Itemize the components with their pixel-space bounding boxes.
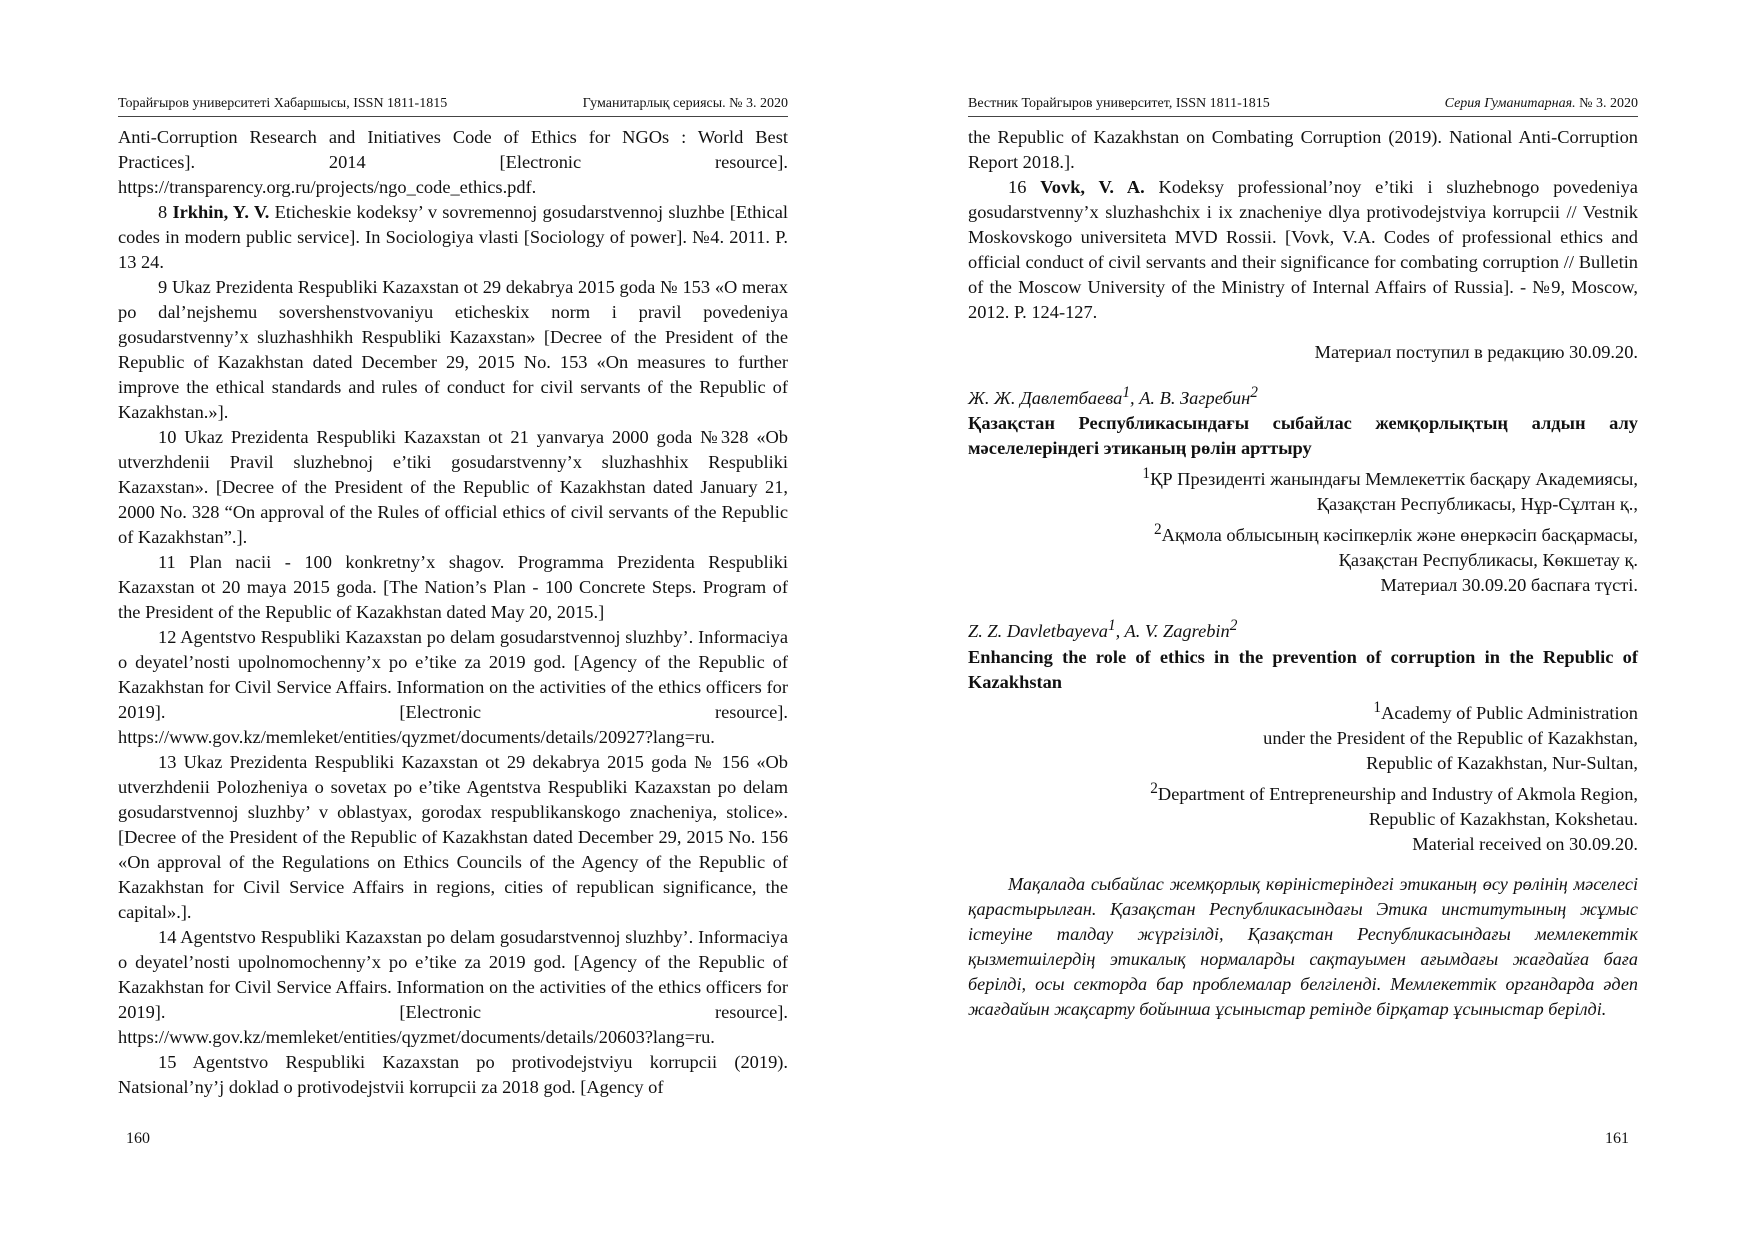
kz-affiliation-1-location: Қазақстан Республикасы, Нұр-Сұлтан қ., [1316, 494, 1638, 515]
reference-author: Vovk, V. A. [1040, 177, 1145, 197]
en-affiliation-1: $^1$Academy of Public Administration [1373, 698, 1638, 723]
en-article-title: Enhancing the role of ethics in the prevention of corruption in the Republic of Kazakhstan [968, 646, 1638, 692]
running-header [118, 92, 788, 117]
reference-15-continued: the Republic of Kazakhstan on Combating Corruption (2019). National Anti-Corruption Report 2018.]. [968, 127, 1638, 172]
left-page [0, 0, 874, 1241]
reference-10: 10 Ukaz Prezidenta Respubliki Kazaxstan ot 21 yanvarya 2000 goda №328 «Ob utverzhdenii Pravil sluzhebnoj e’tiki gosudarstvenny’x sluzhashhix Respubliki Kazaxstan». [Decree of the President of the Republic of Kazakhstan dated January 21, 2000 No. 328 “On approval of the Rules of official ethics of civil servants of the Republic of Kazakhstan”.]. [118, 427, 788, 547]
series-info: Серия Гуманитарная. № 3. 2020 [1444, 96, 1638, 111]
kz-authors: Ж. Ж. Давлетбаева$^1$, А. В. Загребин$^2$ [968, 384, 1258, 409]
right-page [875, 0, 1749, 1241]
kz-received-note: Материал 30.09.20 баспаға түсті. [1380, 575, 1638, 596]
journal-name: Вестник Торайгыров университет, ISSN 1811-1815 [968, 96, 1270, 111]
reference-16: 16 Vovk, V. A. Kodeksy professional’noy e’tiki i sluzhebnogo povedeniya gosudarstvenny’x sluzhashchix i ix znacheniye dlya protivodejstviya korrupcii // Vestnik Moskovskogo universiteta MVD Rossii. [Vovk, V.A. Codes of professional ethics and official conduct of civil servants and their significance for combating corruption // Bulletin of the Moscow University of the Ministry of Internal Affairs of Russia]. - №9, Moscow, 2012. P. 124-127. [968, 177, 1638, 322]
running-header [968, 92, 1638, 117]
reference-8: 8 Irkhin, Y. V. Eticheskie kodeksy’ v sovremennoj gosudarstvennoj sluzhbe [Ethical codes in modern public service]. In Sociologiya vlasti [Sociology of power]. №4. 2011. P. 13 24. [118, 202, 788, 272]
reference-13: 13 Ukaz Prezidenta Respubliki Kazaxstan ot 29 dekabrya 2015 goda № 156 «Ob utverzhdenii Polozheniya o sovetax po e’tike Agentstva Respubliki Kazaxstan po delam gosudarstvennoj sluzhby’ v oblastyax, gorodax respublikanskogo znacheniya, stolice». [Decree of the President of the Republic of Kazakhstan dated December 29, 2015 No. 156 «On approval of the Regulations on Ethics Councils of the Agency of the Republic of Kazakhstan for Civil Service Affairs in regions, cities of republican significance, the capital».]. [118, 752, 788, 922]
series-info: Гуманитарлық сериясы. № 3. 2020 [582, 96, 788, 111]
page-number: 161 [1605, 1130, 1629, 1147]
en-affiliation-1-location: Republic of Kazakhstan, Nur-Sultan, [1366, 752, 1638, 773]
reference-7-continued: Anti-Corruption Research and Initiatives Code of Ethics for NGOs : World Best Practices]. 2014 [Electronic resource]. https://transparency.org.ru/projects/ngo_code_ethics.pdf. [118, 127, 788, 197]
received-note-ru: Материал поступил в редакцию 30.09.20. [1314, 342, 1638, 362]
reference-author: Irkhin, Y. V. [172, 202, 270, 222]
journal-name: Торайғыров университеті Хабаршысы, ISSN 1811-1815 [118, 96, 448, 111]
page-number: 160 [126, 1130, 150, 1147]
kz-affiliation-2: $^2$Ақмола облысының кәсіпкерлік және өнеркәсіп басқармасы, [1154, 521, 1638, 546]
reference-9: 9 Ukaz Prezidenta Respubliki Kazaxstan ot 29 dekabrya 2015 goda № 153 «O merax po dal’nejshemu sovershenstvovaniyu eticheskix norm i pravil povedeniya gosudarstvenny’x sluzhashhikh Respubliki Kazaxstan» [Decree of the President of the Republic of Kazakhstan dated December 29, 2015 No. 153 «On measures to further improve the ethical standards and rules of conduct for civil servants of the Republic of Kazakhstan.»]. [118, 277, 788, 422]
abstract-kz: Мақалада сыбайлас жемқорлық көріністеріндегі этиканың өсу рөлінің мәселесі қарастырылған. Қазақстан Республикасындағы Этика институтының жұмыс істеуіне талдау жүргізілді, Қазақстан Республикасындағы мемлекеттік қызметшілердің этикалық нормаларды сақтауымен ағымдағы жағдайға баға берілді, осы секторда бар проблемалар белгіленді. Мемлекеттік органдарда әдеп жағдайын жақсарту бойынша ұсыныстар ретінде бірқатар ұсыныстар берілді. [968, 873, 1638, 1019]
en-affiliation-1-line2: under the President of the Republic of Kazakhstan, [1263, 727, 1638, 748]
en-received-note: Material received on 30.09.20. [1412, 833, 1638, 854]
kz-affiliation-1: $^1$ҚР Президенті жанындағы Мемлекеттік басқару Академиясы, [1142, 465, 1638, 490]
kz-article-title: Қазақстан Республикасындағы сыбайлас жемқорлықтың алдын алу мәселелеріндегі этиканың рөлін арттыру [968, 413, 1638, 459]
article-content [968, 125, 1638, 1022]
en-affiliation-2: $^2$Department of Entrepreneurship and Industry of Akmola Region, [1150, 779, 1638, 804]
reference-15: 15 Agentstvo Respubliki Kazaxstan po protivodejstviyu korrupcii (2019). Natsional’ny’j doklad o protivodejstvii korrupcii za 2018 god. [Agency of [118, 1052, 788, 1097]
en-affiliation-2-location: Republic of Kazakhstan, Kokshetau. [1368, 808, 1638, 829]
kz-affiliation-2-location: Қазақстан Республикасы, Көкшетау қ. [1338, 550, 1638, 571]
references-list [118, 125, 788, 1100]
reference-12: 12 Agentstvo Respubliki Kazaxstan po delam gosudarstvennoj sluzhby’. Informaciya o deyatel’nosti upolnomochenny’x po e’tike za 2019 god. [Agency of the Republic of Kazakhstan for Civil Service Affairs. Information on the activities of the ethics officers for 2019]. [Electronic resource]. https://www.gov.kz/memleket/entities/qyzmet/documents/details/20927?lang=ru. [118, 627, 788, 747]
reference-14: 14 Agentstvo Respubliki Kazaxstan po delam gosudarstvennoj sluzhby’. Informaciya o deyatel’nosti upolnomochenny’x po e’tike za 2019 god. [Agency of the Republic of Kazakhstan for Civil Service Affairs. Information on the activities of the ethics officers for 2019]. [Electronic resource]. https://www.gov.kz/memleket/entities/qyzmet/documents/details/20603?lang=ru. [118, 927, 788, 1047]
en-authors: Z. Z. Davletbayeva$^1$, A. V. Zagrebin$^2$ [968, 617, 1238, 642]
reference-11: 11 Plan nacii - 100 konkretny’x shagov. Programma Prezidenta Respubliki Kazaxstan ot 20 maya 2015 goda. [The Nation’s Plan - 100 Concrete Steps. Program of the President of the Republic of Kazakhstan dated May 20, 2015.] [118, 552, 788, 622]
